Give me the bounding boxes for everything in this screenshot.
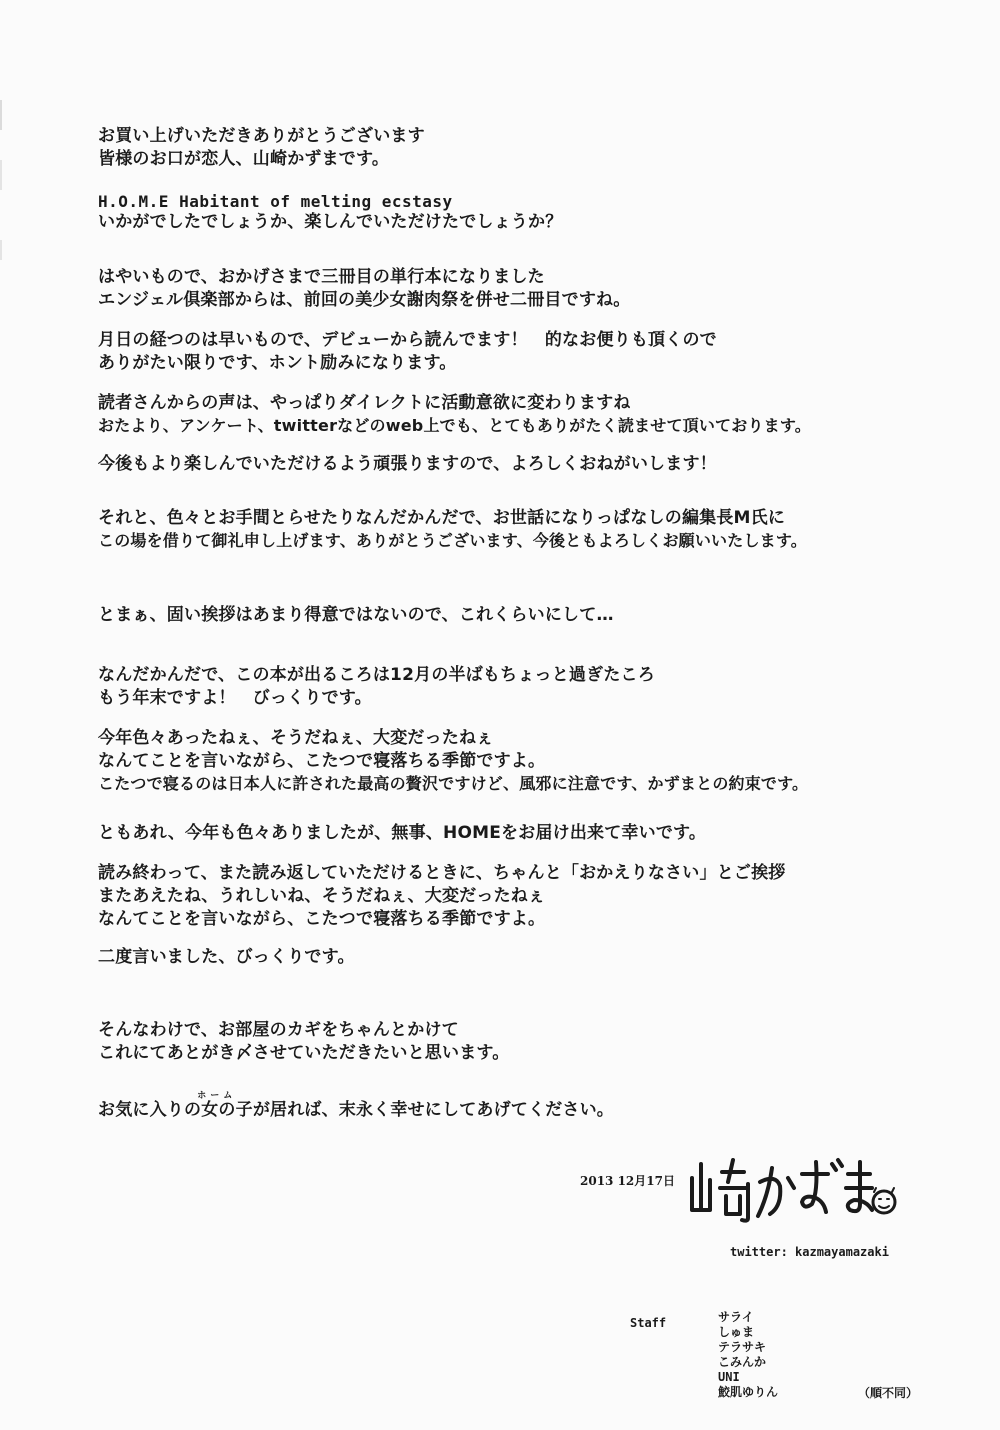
staff-name: サライ: [718, 1310, 754, 1324]
afterword-line: なんてことを言いながら、こたつで寝落ちる季節ですよ。: [98, 751, 546, 771]
afterword-line: エンジェル倶楽部からは、前回の美少女謝肉祭を併せ二冊目ですね。: [98, 290, 631, 310]
afterword-line: はやいもので、おかげさまで三冊目の単行本になりました: [98, 267, 545, 287]
afterword-line: 皆様のお口が恋人、山崎かずまです。: [98, 149, 390, 169]
closing-line: [98, 1091, 615, 1120]
staff-name: テラサキ: [718, 1340, 767, 1354]
afterword-line: この場を借りて御礼申し上げます、ありがとうございます、今後ともよろしくお願いいたします。: [98, 531, 807, 550]
afterword-line: こたつで寝るのは日本人に許された最高の贅沢ですけど、風邪に注意です、かずまとの約束です。: [98, 774, 809, 793]
afterword-date: 2013 12月17日: [580, 1174, 675, 1188]
staff-name: しゅま: [718, 1325, 755, 1339]
author-signature: [688, 1148, 898, 1230]
afterword-line: H.O.M.E Habitant of melting ecstasy: [98, 192, 453, 211]
afterword-line: 二度言いました、びっくりです。: [98, 947, 355, 967]
afterword-line: ともあれ、今年も色々ありましたが、無事、HOMEをお届け出来て幸いです。: [98, 823, 707, 843]
afterword-line: 今後もより楽しんでいただけるよう頑張りますので、よろしくおねがいします！: [98, 454, 717, 474]
closing-ruby: [197, 1091, 253, 1120]
afterword-line: これにてあとがき〆させていただきたいと思います。: [98, 1043, 510, 1063]
afterword-line: 読み終わって、また読み返していただけるときに、ちゃんと「おかえりなさい」とご挨拶: [98, 863, 786, 883]
afterword-line: なんてことを言いながら、こたつで寝落ちる季節ですよ。: [98, 909, 546, 929]
staff-label: Staff: [630, 1316, 667, 1330]
afterword-line: そんなわけで、お部屋のカギをちゃんとかけて: [98, 1020, 459, 1040]
staff-name: UNI: [718, 1370, 740, 1384]
afterword-line: おたより、アンケート、twitterなどのweb上でも、とてもありがたく読ませて頂いております。: [98, 416, 811, 435]
afterword-line: またあえたね、うれしいね、そうだねぇ、大変だったねぇ: [98, 886, 546, 906]
scan-edge-marks: [0, 100, 6, 340]
afterword-line: なんだかんだで、この本が出るころは12月の半ばもちょっと過ぎたころ: [98, 665, 655, 685]
closing-text-before: お気に入りの: [98, 1100, 202, 1120]
staff-name: こみんか: [718, 1355, 767, 1369]
ruby-base: 女の子: [201, 1100, 253, 1120]
closing-text-after: が居れば、末永く幸せにしてあげてください。: [252, 1100, 615, 1120]
afterword-line: いかがでしたでしょうか、楽しんでいただけたでしょうか？: [98, 212, 563, 232]
staff-order-note: （順不同）: [858, 1386, 919, 1400]
afterword-line: もう年末ですよ！ びっくりです。: [98, 688, 372, 708]
ruby-reading: ホーム: [197, 1091, 237, 1101]
afterword-line: とまぁ、固い挨拶はあまり得意ではないので、これくらいにして…: [98, 605, 614, 625]
staff-list: [718, 1310, 778, 1400]
afterword-line: 読者さんからの声は、やっぱりダイレクトに活動意欲に変わりますね: [98, 393, 631, 413]
twitter-handle: twitter: kazmayamazaki: [730, 1245, 889, 1259]
afterword-line: お買い上げいただきありがとうございます: [98, 126, 425, 146]
afterword-line: 月日の経つのは早いもので、デビューから読んでます！ 的なお便りも頂くので: [98, 330, 717, 350]
staff-name: 鮫肌ゆりん: [718, 1385, 779, 1399]
afterword-line: それと、色々とお手間とらせたりなんだかんだで、お世話になりっぱなしの編集長M氏に: [98, 508, 786, 528]
afterword-line: 今年色々あったねぇ、そうだねぇ、大変だったねぇ: [98, 728, 494, 748]
afterword-line: ありがたい限りです、ホント励みになります。: [98, 353, 457, 373]
